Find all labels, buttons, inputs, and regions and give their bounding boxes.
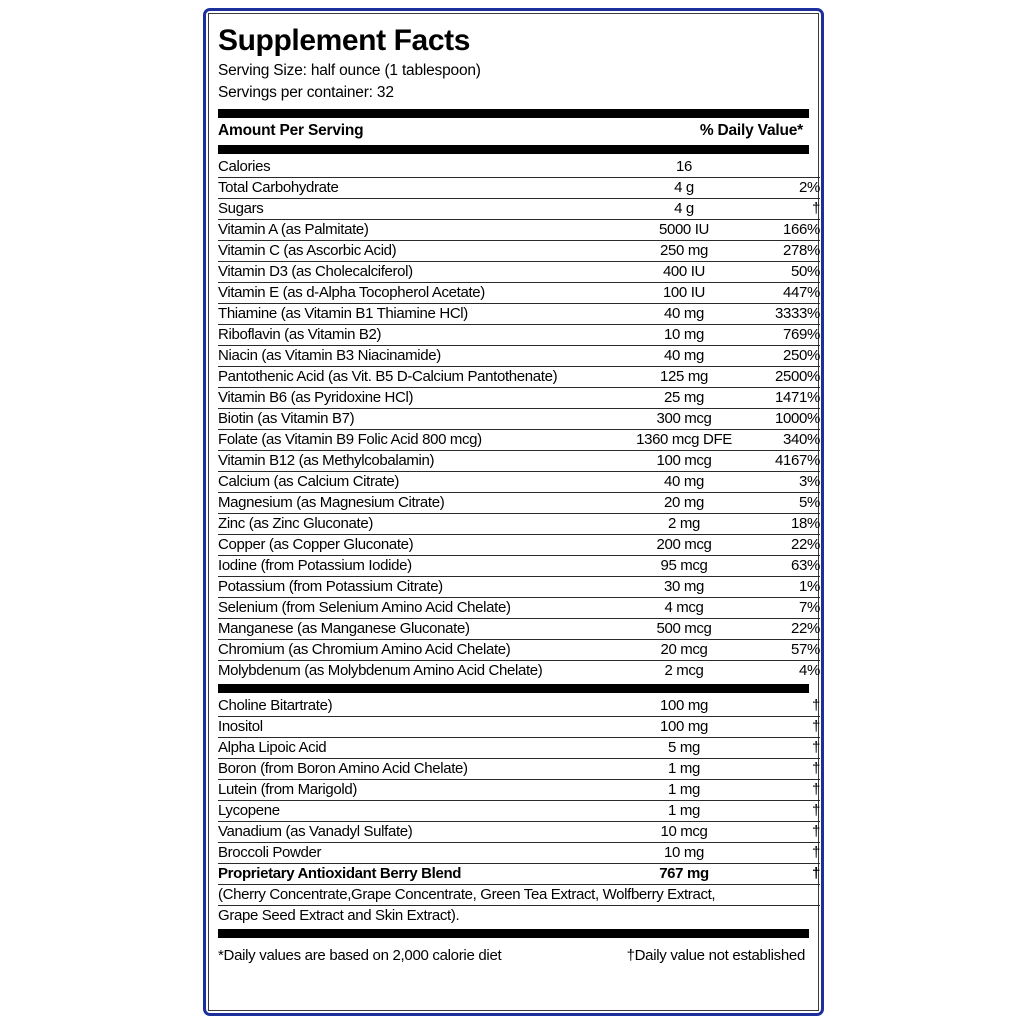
- table-row: [218, 780, 820, 801]
- nutrient-name: Niacin (as Vitamin B3 Niacinamide): [218, 346, 614, 367]
- serving-size-text: Serving Size: half ounce (1 tablespoon): [218, 62, 481, 80]
- nutrient-daily-value: †: [754, 801, 820, 822]
- nutrient-name: Iodine (from Potassium Iodide): [218, 556, 614, 577]
- nutrient-amount: 767 mg: [614, 864, 754, 885]
- table-row: [218, 738, 820, 759]
- table-row: [218, 178, 820, 199]
- nutrient-daily-value: 1000%: [754, 409, 820, 430]
- nutrient-name: Proprietary Antioxidant Berry Blend: [218, 864, 614, 885]
- nutrient-daily-value: 22%: [754, 535, 820, 556]
- nutrient-daily-value: 1471%: [754, 388, 820, 409]
- table-row: [218, 199, 820, 220]
- nutrient-daily-value: †: [754, 843, 820, 864]
- table-row: [218, 717, 820, 738]
- column-headers: [218, 118, 809, 145]
- nutrient-name: Vitamin A (as Palmitate): [218, 220, 614, 241]
- servings-per-container-text: Servings per container: 32: [218, 84, 394, 102]
- nutrient-name: Folate (as Vitamin B9 Folic Acid 800 mcg): [218, 430, 614, 451]
- nutrient-amount: 95 mcg: [614, 556, 754, 577]
- nutrient-amount: 5 mg: [614, 738, 754, 759]
- table-row: [218, 451, 820, 472]
- table-row: [218, 367, 820, 388]
- nutrient-amount: 40 mg: [614, 304, 754, 325]
- nutrient-name: Vitamin D3 (as Cholecalciferol): [218, 262, 614, 283]
- nutrient-daily-value: 22%: [754, 619, 820, 640]
- nutrient-daily-value: 1%: [754, 577, 820, 598]
- nutrient-daily-value: 278%: [754, 241, 820, 262]
- nutrient-name: Biotin (as Vitamin B7): [218, 409, 614, 430]
- nutrient-name: Broccoli Powder: [218, 843, 614, 864]
- nutrient-amount: 4 g: [614, 178, 754, 199]
- table-row: [218, 472, 820, 493]
- nutrient-name: Calories: [218, 158, 271, 176]
- nutrient-daily-value: †: [754, 717, 820, 738]
- footnote-daily-values: *Daily values are based on 2,000 calorie diet: [218, 947, 502, 965]
- nutrient-name: Lycopene: [218, 801, 614, 822]
- nutrient-name: Selenium (from Selenium Amino Acid Chelate): [218, 598, 614, 619]
- page-title: Supplement Facts: [218, 24, 470, 57]
- table-row: [218, 346, 820, 367]
- nutrient-daily-value: 50%: [754, 262, 820, 283]
- nutrient-daily-value: †: [812, 697, 820, 715]
- table-row: [218, 325, 820, 346]
- nutrient-amount: 40 mg: [614, 472, 754, 493]
- table-row: [218, 556, 820, 577]
- nutrient-amount: 250 mg: [614, 241, 754, 262]
- rule-thick-top: [218, 109, 809, 118]
- nutrient-amount: 4 g: [614, 199, 754, 220]
- nutrient-amount: 400 IU: [614, 262, 754, 283]
- nutrient-daily-value: †: [754, 822, 820, 843]
- blend-description-line: (Cherry Concentrate,Grape Concentrate, Green Tea Extract, Wolfberry Extract,: [218, 885, 820, 906]
- nutrient-name: Boron (from Boron Amino Acid Chelate): [218, 759, 614, 780]
- nutrient-amount: 40 mg: [614, 346, 754, 367]
- nutrient-name: Alpha Lipoic Acid: [218, 738, 614, 759]
- nutrient-daily-value: 2500%: [754, 367, 820, 388]
- nutrient-amount: 20 mg: [614, 493, 754, 514]
- footnote-dagger: †Daily value not established: [626, 947, 805, 965]
- nutrient-amount: 300 mcg: [614, 409, 754, 430]
- nutrient-amount: 200 mcg: [614, 535, 754, 556]
- table-row: [218, 157, 820, 178]
- table-row: [218, 822, 820, 843]
- nutrient-daily-value: 4167%: [754, 451, 820, 472]
- rule-thick-under-headers: [218, 145, 809, 154]
- nutrient-amount: 10 mg: [614, 325, 754, 346]
- supplement-facts-inner: [208, 13, 819, 1011]
- nutrient-daily-value: 63%: [754, 556, 820, 577]
- table-row: [218, 759, 820, 780]
- nutrient-name: Choline Bitartrate): [218, 697, 333, 715]
- nutrient-daily-value: †: [754, 199, 820, 220]
- nutrients-table-main: [218, 157, 820, 681]
- nutrient-daily-value: 18%: [754, 514, 820, 535]
- rule-thick-section-divider: [218, 684, 809, 693]
- nutrient-daily-value: 3333%: [754, 304, 820, 325]
- nutrient-daily-value: 340%: [754, 430, 820, 451]
- nutrient-daily-value: 4%: [754, 661, 820, 682]
- nutrient-name: Vanadium (as Vanadyl Sulfate): [218, 822, 614, 843]
- nutrient-daily-value: 447%: [754, 283, 820, 304]
- nutrient-amount: 1 mg: [614, 759, 754, 780]
- table-row: [218, 696, 820, 717]
- nutrient-daily-value: †: [754, 738, 820, 759]
- nutrient-name: Thiamine (as Vitamin B1 Thiamine HCl): [218, 304, 614, 325]
- blend-description-line: Grape Seed Extract and Skin Extract).: [218, 906, 820, 927]
- table-row: [218, 430, 820, 451]
- nutrient-name: Pantothenic Acid (as Vit. B5 D-Calcium Pantothenate): [218, 367, 614, 388]
- blend-description-row: [218, 885, 820, 906]
- nutrient-name: Copper (as Copper Gluconate): [218, 535, 614, 556]
- nutrient-amount: 2 mg: [614, 514, 754, 535]
- table-row: [218, 388, 820, 409]
- nutrient-daily-value: [754, 157, 820, 178]
- table-row: [218, 220, 820, 241]
- nutrient-amount: 500 mcg: [614, 619, 754, 640]
- table-row: [218, 304, 820, 325]
- nutrient-daily-value: 57%: [754, 640, 820, 661]
- nutrient-name: Inositol: [218, 717, 614, 738]
- table-row: [218, 262, 820, 283]
- nutrients-table-secondary: [218, 696, 820, 926]
- rule-thick-bottom: [218, 929, 809, 938]
- table-row: [218, 801, 820, 822]
- table-row: [218, 843, 820, 864]
- nutrient-amount: 1360 mcg DFE: [614, 430, 754, 451]
- nutrient-amount: 25 mg: [614, 388, 754, 409]
- nutrient-amount: 10 mg: [614, 843, 754, 864]
- table-row: [218, 661, 820, 682]
- nutrient-daily-value: 7%: [754, 598, 820, 619]
- nutrient-amount: 1 mg: [614, 780, 754, 801]
- nutrient-daily-value: †: [754, 759, 820, 780]
- nutrient-name: Vitamin E (as d-Alpha Tocopherol Acetate): [218, 283, 614, 304]
- nutrient-daily-value: 3%: [754, 472, 820, 493]
- table-row: [218, 283, 820, 304]
- nutrient-amount: 20 mcg: [614, 640, 754, 661]
- table-row: [218, 493, 820, 514]
- footnotes: [218, 938, 809, 964]
- nutrient-daily-value: 2%: [754, 178, 820, 199]
- nutrient-amount: 10 mcg: [614, 822, 754, 843]
- nutrient-amount: 125 mg: [614, 367, 754, 388]
- nutrient-amount: 100 mg: [660, 697, 708, 715]
- nutrient-daily-value: 5%: [754, 493, 820, 514]
- nutrient-amount: 100 mg: [614, 717, 754, 738]
- nutrient-name: Sugars: [218, 199, 614, 220]
- nutrient-name: Potassium (from Potassium Citrate): [218, 577, 614, 598]
- nutrient-amount: 5000 IU: [614, 220, 754, 241]
- table-row: [218, 535, 820, 556]
- table-row: [218, 598, 820, 619]
- supplement-facts-panel: [203, 8, 824, 1016]
- nutrient-name: Molybdenum (as Molybdenum Amino Acid Chelate): [218, 661, 614, 682]
- nutrient-name: Riboflavin (as Vitamin B2): [218, 325, 614, 346]
- nutrient-name: Calcium (as Calcium Citrate): [218, 472, 614, 493]
- nutrient-daily-value: †: [754, 780, 820, 801]
- nutrient-name: Vitamin C (as Ascorbic Acid): [218, 241, 614, 262]
- table-row: [218, 640, 820, 661]
- nutrient-name: Magnesium (as Magnesium Citrate): [218, 493, 614, 514]
- nutrient-name: Zinc (as Zinc Gluconate): [218, 514, 614, 535]
- nutrient-daily-value: †: [754, 864, 820, 885]
- table-row: [218, 409, 820, 430]
- nutrient-daily-value: 250%: [754, 346, 820, 367]
- nutrient-name: Total Carbohydrate: [218, 178, 614, 199]
- table-row: [218, 514, 820, 535]
- blend-description-row: [218, 906, 820, 927]
- nutrient-name: Manganese (as Manganese Gluconate): [218, 619, 614, 640]
- nutrient-amount: 100 mcg: [614, 451, 754, 472]
- nutrient-amount: 16: [676, 158, 692, 176]
- nutrient-amount: 4 mcg: [614, 598, 754, 619]
- table-row: [218, 619, 820, 640]
- nutrient-name: Chromium (as Chromium Amino Acid Chelate): [218, 640, 614, 661]
- daily-value-header: % Daily Value*: [699, 122, 803, 140]
- table-row: [218, 241, 820, 262]
- nutrient-amount: 100 IU: [614, 283, 754, 304]
- amount-per-serving-header: Amount Per Serving: [218, 122, 364, 140]
- nutrient-amount: 1 mg: [614, 801, 754, 822]
- nutrient-name: Vitamin B12 (as Methylcobalamin): [218, 451, 614, 472]
- table-row: [218, 864, 820, 885]
- nutrient-amount: 2 mcg: [614, 661, 754, 682]
- nutrient-name: Lutein (from Marigold): [218, 780, 614, 801]
- nutrient-daily-value: 166%: [754, 220, 820, 241]
- nutrient-amount: 30 mg: [614, 577, 754, 598]
- nutrient-name: Vitamin B6 (as Pyridoxine HCl): [218, 388, 614, 409]
- nutrient-daily-value: 769%: [754, 325, 820, 346]
- table-row: [218, 577, 820, 598]
